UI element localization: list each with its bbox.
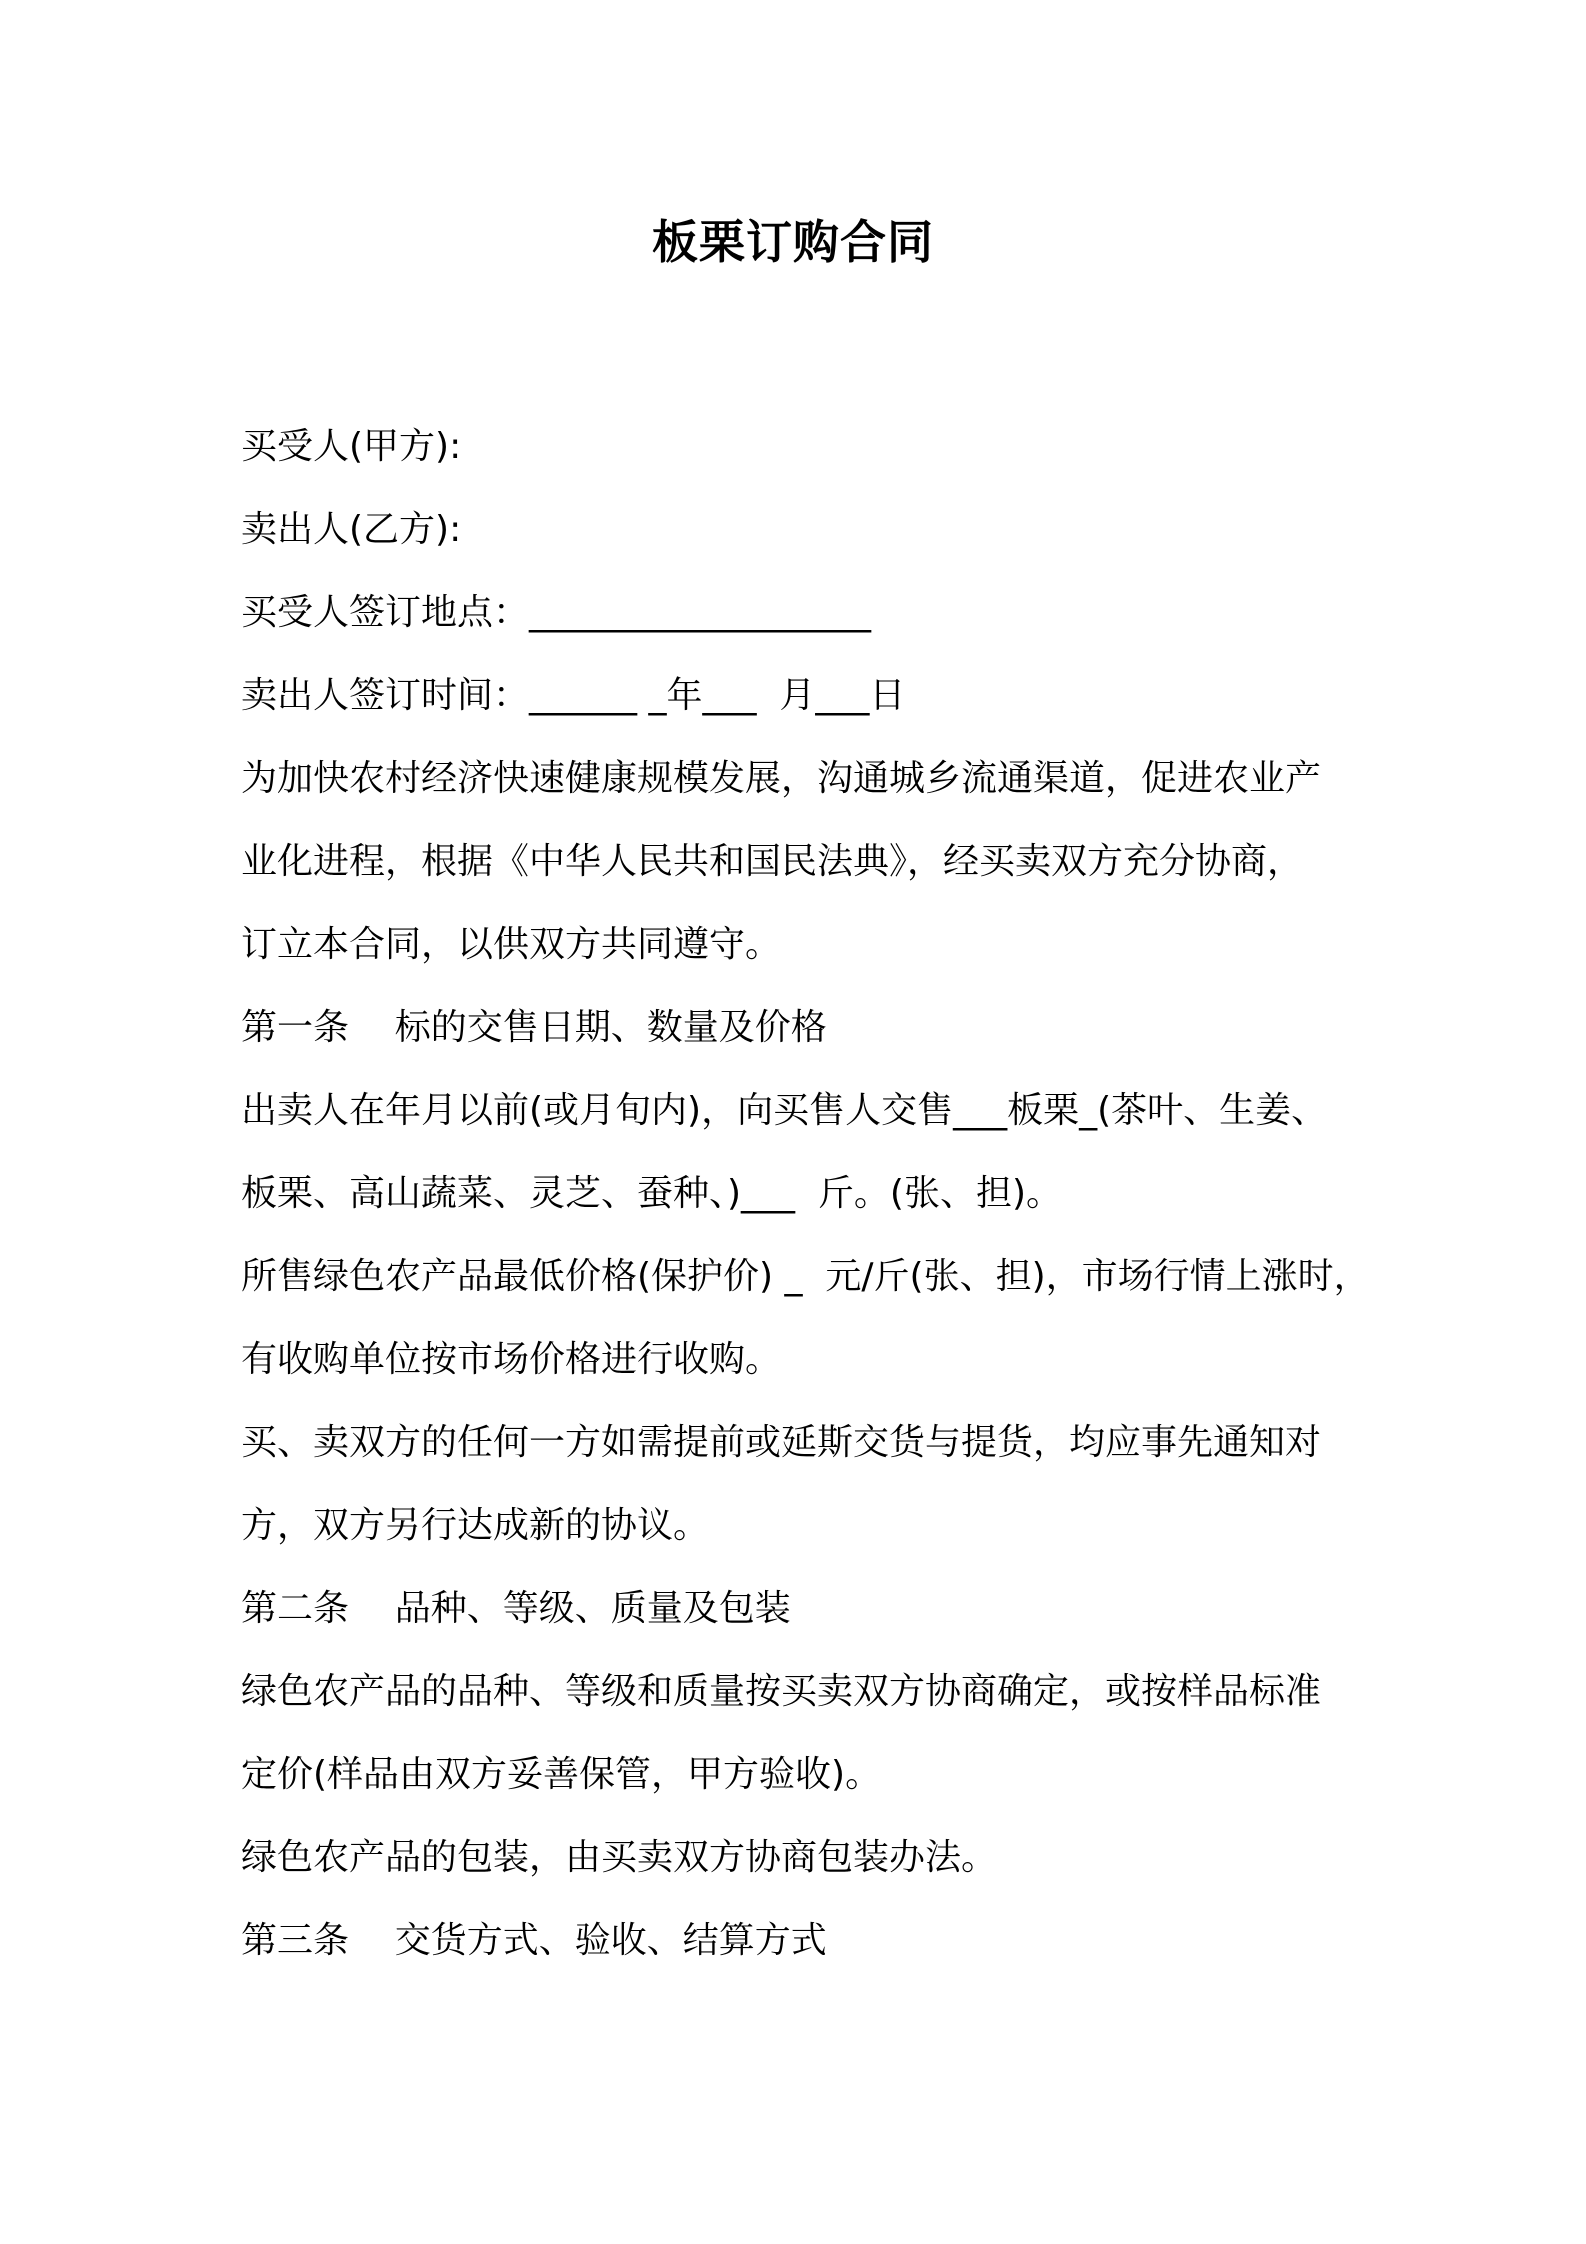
article-1-line-2: 板栗、高山蔬菜、灵芝、蚕种、)___ 斤。(张、担)。: [241, 1173, 1063, 1214]
article-2-heading: 第二条 品种、等级、质量及包装: [241, 1588, 791, 1629]
article-1-line-1: 出卖人在年月以前(或月旬内)，向买售人交售___板栗_(茶叶、生姜、: [241, 1090, 1328, 1131]
article-1-heading: 第一条 标的交售日期、数量及价格: [241, 1007, 827, 1048]
preamble-line-1: 为加快农村经济快速健康规模发展，沟通城乡流通渠道，促进农业产: [241, 758, 1322, 799]
article-1-line-5: 买、卖双方的任何一方如需提前或延斯交货与提货，均应事先通知对: [241, 1422, 1322, 1463]
signing-date-line: 卖出人签订时间：______ _年___ 月___日: [241, 675, 906, 716]
article-2-line-2: 定价(样品由双方妥善保管，甲方验收)。: [241, 1754, 882, 1795]
article-1-line-4: 有收购单位按市场价格进行收购。: [241, 1339, 782, 1380]
seller-party-line: 卖出人(乙方):: [241, 509, 462, 550]
preamble-line-3: 订立本合同，以供双方共同遵守。: [241, 924, 782, 965]
buyer-party-line: 买受人(甲方):: [241, 426, 462, 467]
document-title: 板栗订购合同: [652, 215, 934, 269]
article-2-line-1: 绿色农产品的品种、等级和质量按买卖双方协商确定，或按样品标准: [241, 1671, 1322, 1712]
article-1-line-3: 所售绿色农产品最低价格(保护价) _ 元/斤(张、担)，市场行情上涨时，: [241, 1256, 1370, 1297]
preamble-line-2: 业化进程，根据《中华人民共和国民法典》，经买卖双方充分协商，: [241, 841, 1304, 882]
document-body: [241, 405, 1371, 1982]
article-2-line-3: 绿色农产品的包装，由买卖双方协商包装办法。: [241, 1837, 998, 1878]
article-3-heading: 第三条 交货方式、验收、结算方式: [241, 1920, 827, 1961]
signing-place-line: 买受人签订地点：___________________: [241, 592, 872, 633]
article-1-line-6: 方，双方另行达成新的协议。: [241, 1505, 710, 1546]
